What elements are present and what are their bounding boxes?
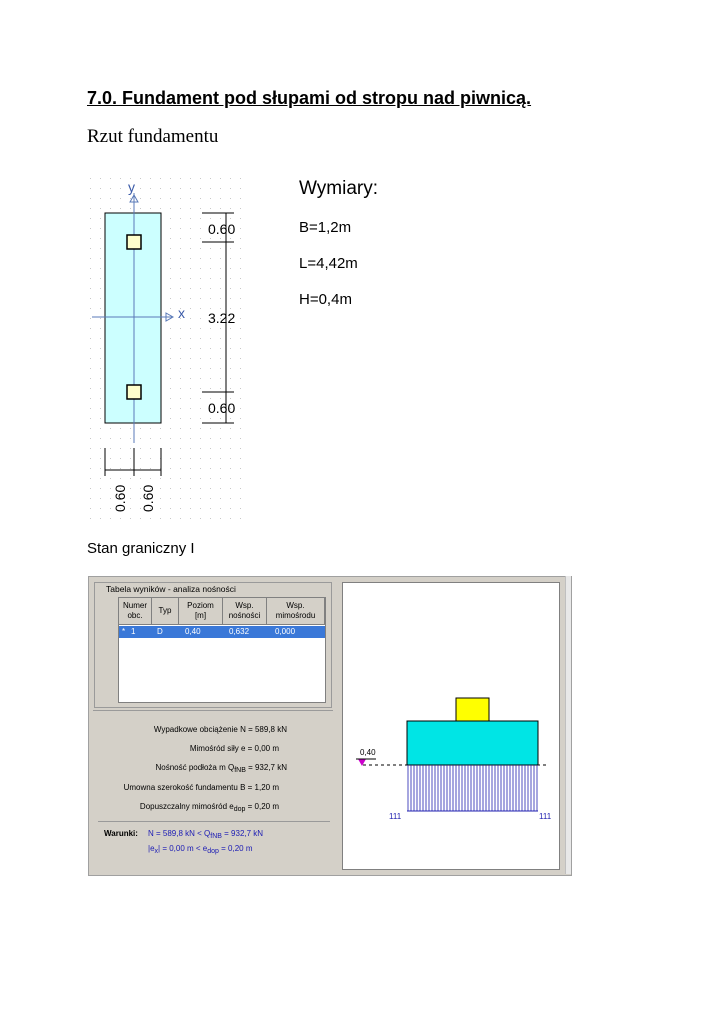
info-bearing-capacity-post: = 932,7 kN (245, 763, 287, 772)
column-header-eccentricity-line2: mimośrodu (275, 611, 316, 620)
condition-ecc-b-sub: dop (207, 848, 219, 855)
x-axis-label: x (178, 305, 185, 321)
condition-ecc-c: = 0,20 m (218, 844, 253, 853)
condition-ecc-a: |e (148, 844, 155, 853)
soil-pressure-diagram (408, 765, 537, 811)
column-header-level-line1: Poziom (187, 601, 214, 610)
dimensions-title: Wymiary: (299, 178, 378, 199)
column-bottom (127, 385, 141, 399)
info-bearing-capacity-sub: fNB (234, 767, 246, 774)
pressure-right-value: 111 (539, 812, 552, 821)
dim-label-top: 0.60 (208, 221, 236, 237)
dimension-b: B=1,2m (299, 219, 352, 236)
footing-section (407, 721, 538, 765)
column-section (456, 698, 489, 721)
info-allowed-eccentricity-sub: dop (233, 806, 246, 813)
dimension-h: H=0,4m (299, 291, 352, 308)
condition-bearing (148, 829, 263, 838)
info-eccentricity: Mimośród siły e = 0,00 m (189, 744, 279, 753)
info-allowed-eccentricity-post: = 0,20 m (245, 802, 279, 811)
table-row[interactable] (119, 626, 325, 638)
cell-number: 1 (131, 627, 136, 636)
section-canvas (342, 582, 560, 870)
conditions-separator (98, 821, 330, 822)
plan-view-title: Rzut fundamentu (87, 126, 219, 147)
column-header-bearing-line2: nośności (228, 611, 261, 620)
dim-label-middle: 3.22 (208, 310, 236, 326)
conditions-label: Warunki: (104, 829, 138, 838)
condition-bearing-post: = 932,7 kN (221, 829, 264, 838)
info-bearing-capacity-pre: Nośność podłoża m Q (155, 763, 235, 772)
column-header-number[interactable] (119, 598, 152, 625)
column-top (127, 235, 141, 249)
y-axis-label: y (128, 179, 135, 195)
column-header-level-line2: [m] (194, 611, 207, 620)
column-header-type-line1: Typ (158, 606, 172, 615)
dimension-l: L=4,42m (299, 255, 358, 272)
condition-ecc-b: | = 0,00 m < e (158, 844, 208, 853)
condition-ecc-a-sub: x (154, 848, 159, 855)
dim-label-width-left: 0.60 (112, 484, 128, 512)
level-label: 0,40 (360, 748, 376, 757)
condition-bearing-sub: fNB (210, 833, 222, 840)
results-table-title: Tabela wyników - analiza nośności (106, 584, 236, 594)
column-header-eccentricity-line1: Wsp. (286, 601, 305, 610)
column-header-number-line2: obc. (127, 611, 143, 620)
column-header-bearing-line1: Wsp. (235, 601, 254, 610)
cross-section-svg (343, 583, 559, 869)
foundation-plan-drawing (90, 178, 250, 520)
info-bearing-capacity (155, 763, 287, 772)
cell-eccentricity-factor: 0,000 (275, 627, 296, 636)
column-header-bearing[interactable] (223, 598, 267, 625)
column-header-number-line1: Numer (122, 601, 147, 610)
cell-bearing-factor: 0,632 (229, 627, 250, 636)
pressure-left-value: 111 (389, 812, 402, 821)
info-allowed-eccentricity (140, 802, 279, 811)
dim-label-bottom: 0.60 (208, 400, 236, 416)
limit-state-label: Stan graniczny I (87, 540, 195, 557)
column-header-eccentricity[interactable] (267, 598, 325, 625)
cell-type: D (157, 627, 163, 636)
condition-bearing-pre: N = 589,8 kN < Q (148, 829, 211, 838)
info-footing-width: Umowna szerokość fundamentu B = 1,20 m (123, 783, 279, 792)
cell-level: 0,40 (185, 627, 201, 636)
info-resultant-load: Wypadkowe obciążenie N = 589,8 kN (153, 725, 287, 734)
info-allowed-eccentricity-pre: Dopuszczalny mimośród e (139, 802, 234, 811)
row-marker: * (122, 627, 126, 636)
window-scrollbar[interactable] (565, 576, 571, 874)
column-header-type[interactable] (152, 598, 179, 625)
section-heading: 7.0. Fundament pod słupami od stropu nad piwnicą. (87, 88, 532, 108)
condition-eccentricity (148, 844, 253, 853)
column-header-level[interactable] (179, 598, 223, 625)
dim-label-width-right: 0.60 (140, 484, 156, 512)
results-table (118, 597, 326, 703)
